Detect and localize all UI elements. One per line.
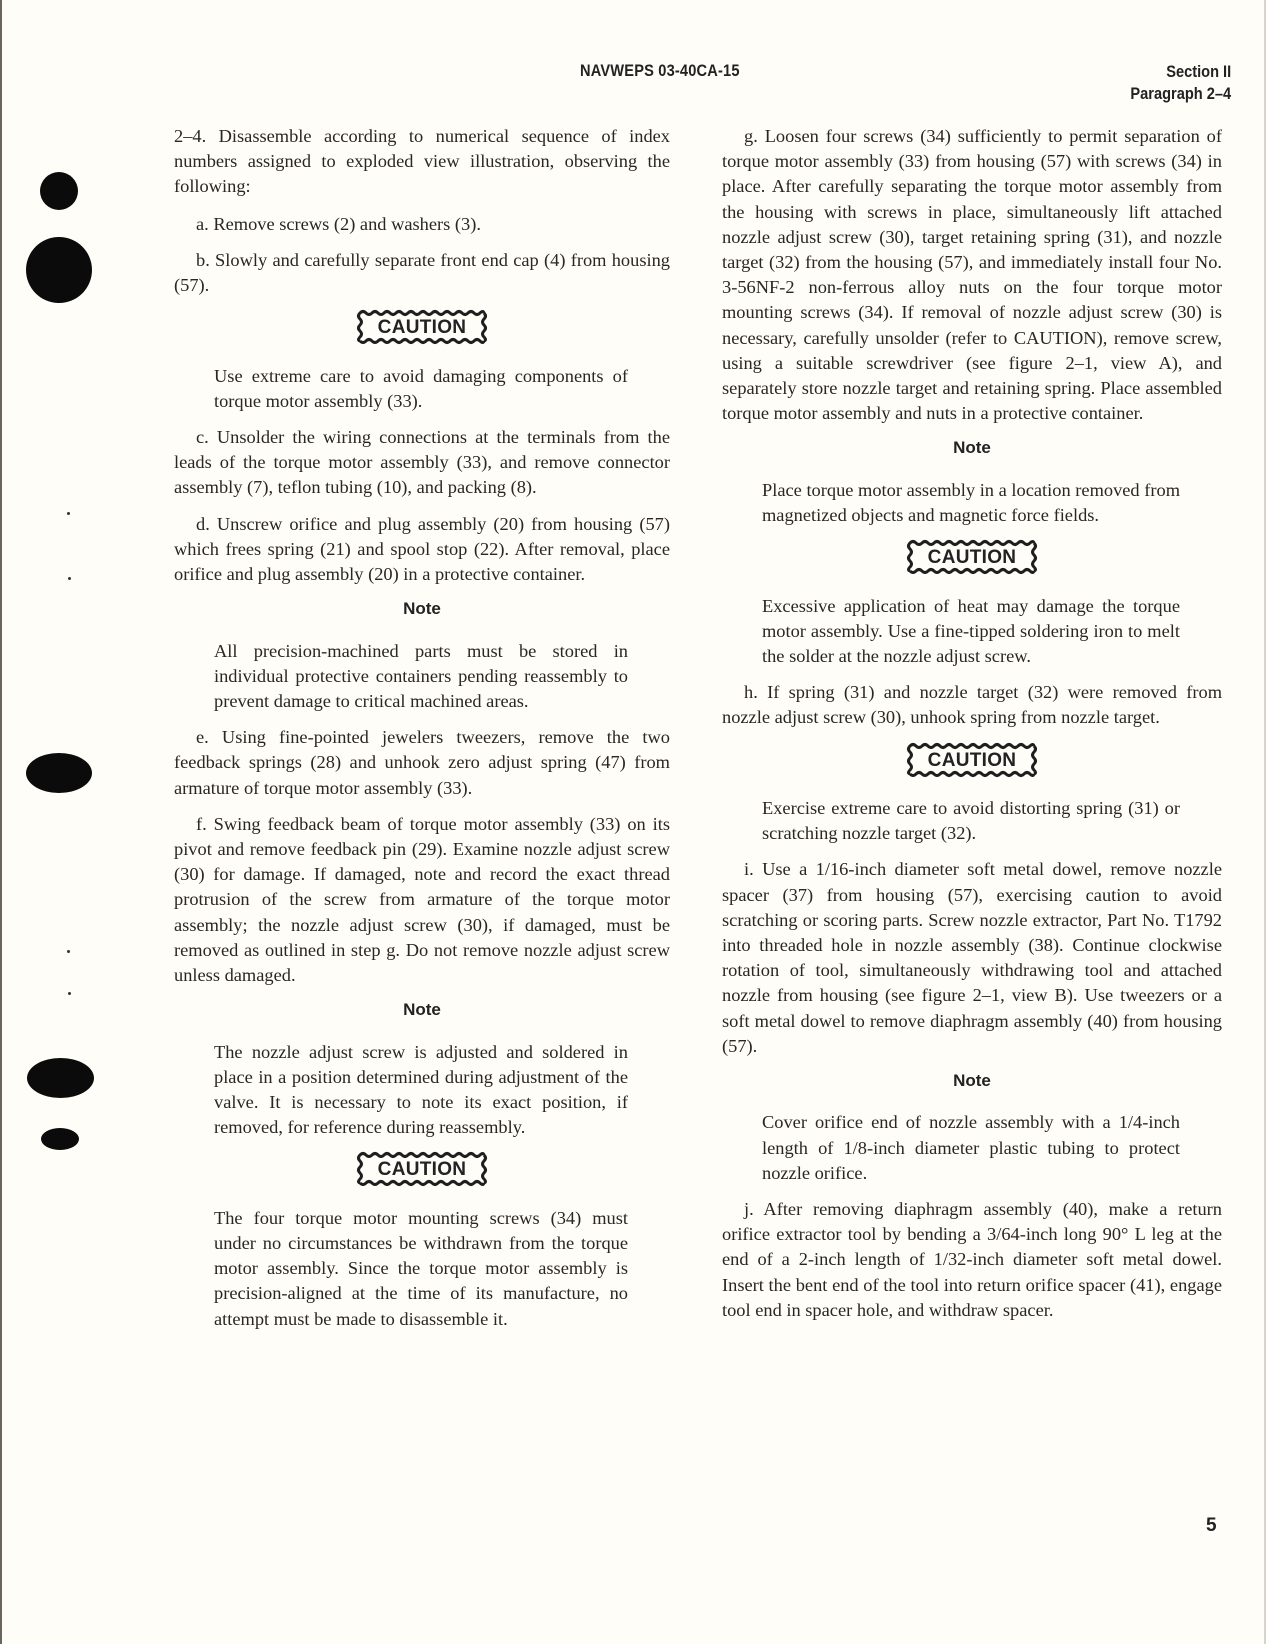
note-text: The nozzle adjust screw is adjusted and soldered in place in a position determined during adjustment of the valve. It is necessary to note its exact position, if removed, for reference during reassembly. [214, 1041, 628, 1138]
step-i: i. Use a 1/16-inch diameter soft metal dowel, remove nozzle spacer (37) from housing (57), exercising caution to avoid scratching or scoring parts. Screw nozzle extractor, Part No. T1792 into threaded hole in nozzle assembly (38). Continue clockwise rotation of tool, simultaneously withdrawing tool and attached nozzle from housing (see figure 2–1, view B). Use tweezers or a soft metal dowel to remove diaphragm assembly (40) from housing (57). [722, 859, 1222, 1056]
caution-text: Excessive application of heat may damage the torque motor assembly. Use a fine-tipped soldering iron to melt the solder at the nozzle adjust screw. [762, 595, 1180, 667]
caution-box [906, 742, 1038, 778]
note-heading: Note [953, 1071, 991, 1091]
caution-text: Use extreme care to avoid damaging components of torque motor assembly (33). [214, 365, 628, 411]
note-text: Cover orifice end of nozzle assembly with a 1/4-inch length of 1/8-inch diameter plastic tubing to protect nozzle orifice. [762, 1112, 1180, 1183]
caution-text: Exercise extreme care to avoid distorting spring (31) or scratching nozzle target (32). [762, 798, 1180, 844]
caution-box [356, 1151, 488, 1187]
caution-heading [174, 309, 670, 345]
step-b: b. Slowly and carefully separate front end cap (4) from housing (57). [174, 249, 670, 296]
caution-label: CAUTION [377, 1159, 467, 1181]
caution-box [906, 539, 1038, 575]
paragraph-label: Paragraph 2–4 [1130, 84, 1231, 103]
binder-hole [41, 1128, 79, 1150]
note-heading: Note [403, 599, 441, 619]
speck [68, 577, 71, 580]
binder-hole [27, 1058, 94, 1098]
step-f: f. Swing feedback beam of torque motor assembly (33) on its pivot and remove feedback pin (29). Examine nozzle adjust screw (30) for damage. If damaged, note and record the exact thread protrusion of the screw from armature of the torque motor assembly; the nozzle adjust screw (30), if damaged, must be removed as outlined in step g. Do not remove nozzle adjust screw unless damaged. [174, 813, 670, 986]
caution-box [356, 309, 488, 345]
step-g: g. Loosen four screws (34) sufficiently to permit separation of torque motor assembly (33) from housing (57) with screws (34) in place. After carefully separating the torque motor assembly from the housing with screws in place, simultaneously lift attached nozzle adjust screw (30), target retaining spring (31), and nozzle target (32) from the housing (57), and immediately install four No. 3-56NF-2 non-ferrous alloy nuts on the four torque motor mounting screws (34). If removal of nozzle adjust screw (30) is necessary, carefully unsolder (refer to CAUTION), remove screw, using a suitable screwdriver (see figure 2–1, view A), and separately store nozzle target and retaining spring. Place assembled torque motor assembly and nuts in a protective container. [722, 126, 1222, 424]
note-text: Place torque motor assembly in a location removed from magnetized objects and magnetic force fields. [762, 479, 1180, 526]
step-e: e. Using fine-pointed jewelers tweezers, remove the two feedback springs (28) and unhook zero adjust spring (47) from armature of torque motor assembly (33). [174, 727, 670, 798]
left-column [174, 124, 670, 1343]
page-edge [0, 0, 2, 1644]
caution-label: CAUTION [927, 749, 1017, 771]
caution-heading [722, 539, 1222, 575]
step-h: h. If spring (31) and nozzle target (32) were removed from nozzle adjust screw (30), unhook spring from nozzle target. [722, 682, 1222, 728]
caution-heading [722, 742, 1222, 778]
binder-hole [26, 753, 92, 793]
document-number: NAVWEPS 03-40CA-15 [580, 61, 740, 80]
section-reference [1130, 61, 1231, 105]
caution-heading [174, 1151, 670, 1187]
step-j: j. After removing diaphragm assembly (40), make a return orifice extractor tool by bending a 3/64-inch long 90° L leg at the end of a 2-inch length of 1/32-inch diameter soft metal dowel. Insert the bent end of the tool into return orifice spacer (41), engage tool end in spacer hole, and withdraw spacer. [722, 1199, 1222, 1320]
speck [68, 992, 71, 995]
caution-label: CAUTION [927, 547, 1017, 569]
speck [67, 950, 70, 953]
note-text: All precision-machined parts must be stored in individual protective containers pending reassembly to prevent damage to critical machined areas. [214, 640, 628, 712]
caution-text: The four torque motor mounting screws (34) must under no circumstances be withdrawn from the torque motor assembly. Since the torque motor assembly is precision-aligned at the time of its manufacture, no attempt must be made to disassemble it. [214, 1207, 628, 1329]
step-c: c. Unsolder the wiring connections at the terminals from the leads of the torque motor assembly (33), and remove connector assembly (7), teflon tubing (10), and packing (8). [174, 427, 670, 498]
step-a: a. Remove screws (2) and washers (3). [196, 213, 481, 234]
intro-paragraph: 2–4. Disassemble according to numerical sequence of index numbers assigned to exploded view illustration, observing the following: [174, 126, 670, 197]
note-heading: Note [403, 1000, 441, 1020]
section-label: Section II [1166, 62, 1231, 81]
caution-label: CAUTION [377, 317, 467, 339]
binder-hole [40, 172, 78, 210]
step-d: d. Unscrew orifice and plug assembly (20) from housing (57) which frees spring (21) and spool stop (22). After removal, place orifice and plug assembly (20) in a protective container. [174, 513, 670, 585]
speck [67, 512, 70, 515]
binder-hole [26, 237, 92, 303]
note-heading: Note [953, 438, 991, 458]
page-number: 5 [1206, 1515, 1217, 1536]
right-column [722, 124, 1222, 1334]
